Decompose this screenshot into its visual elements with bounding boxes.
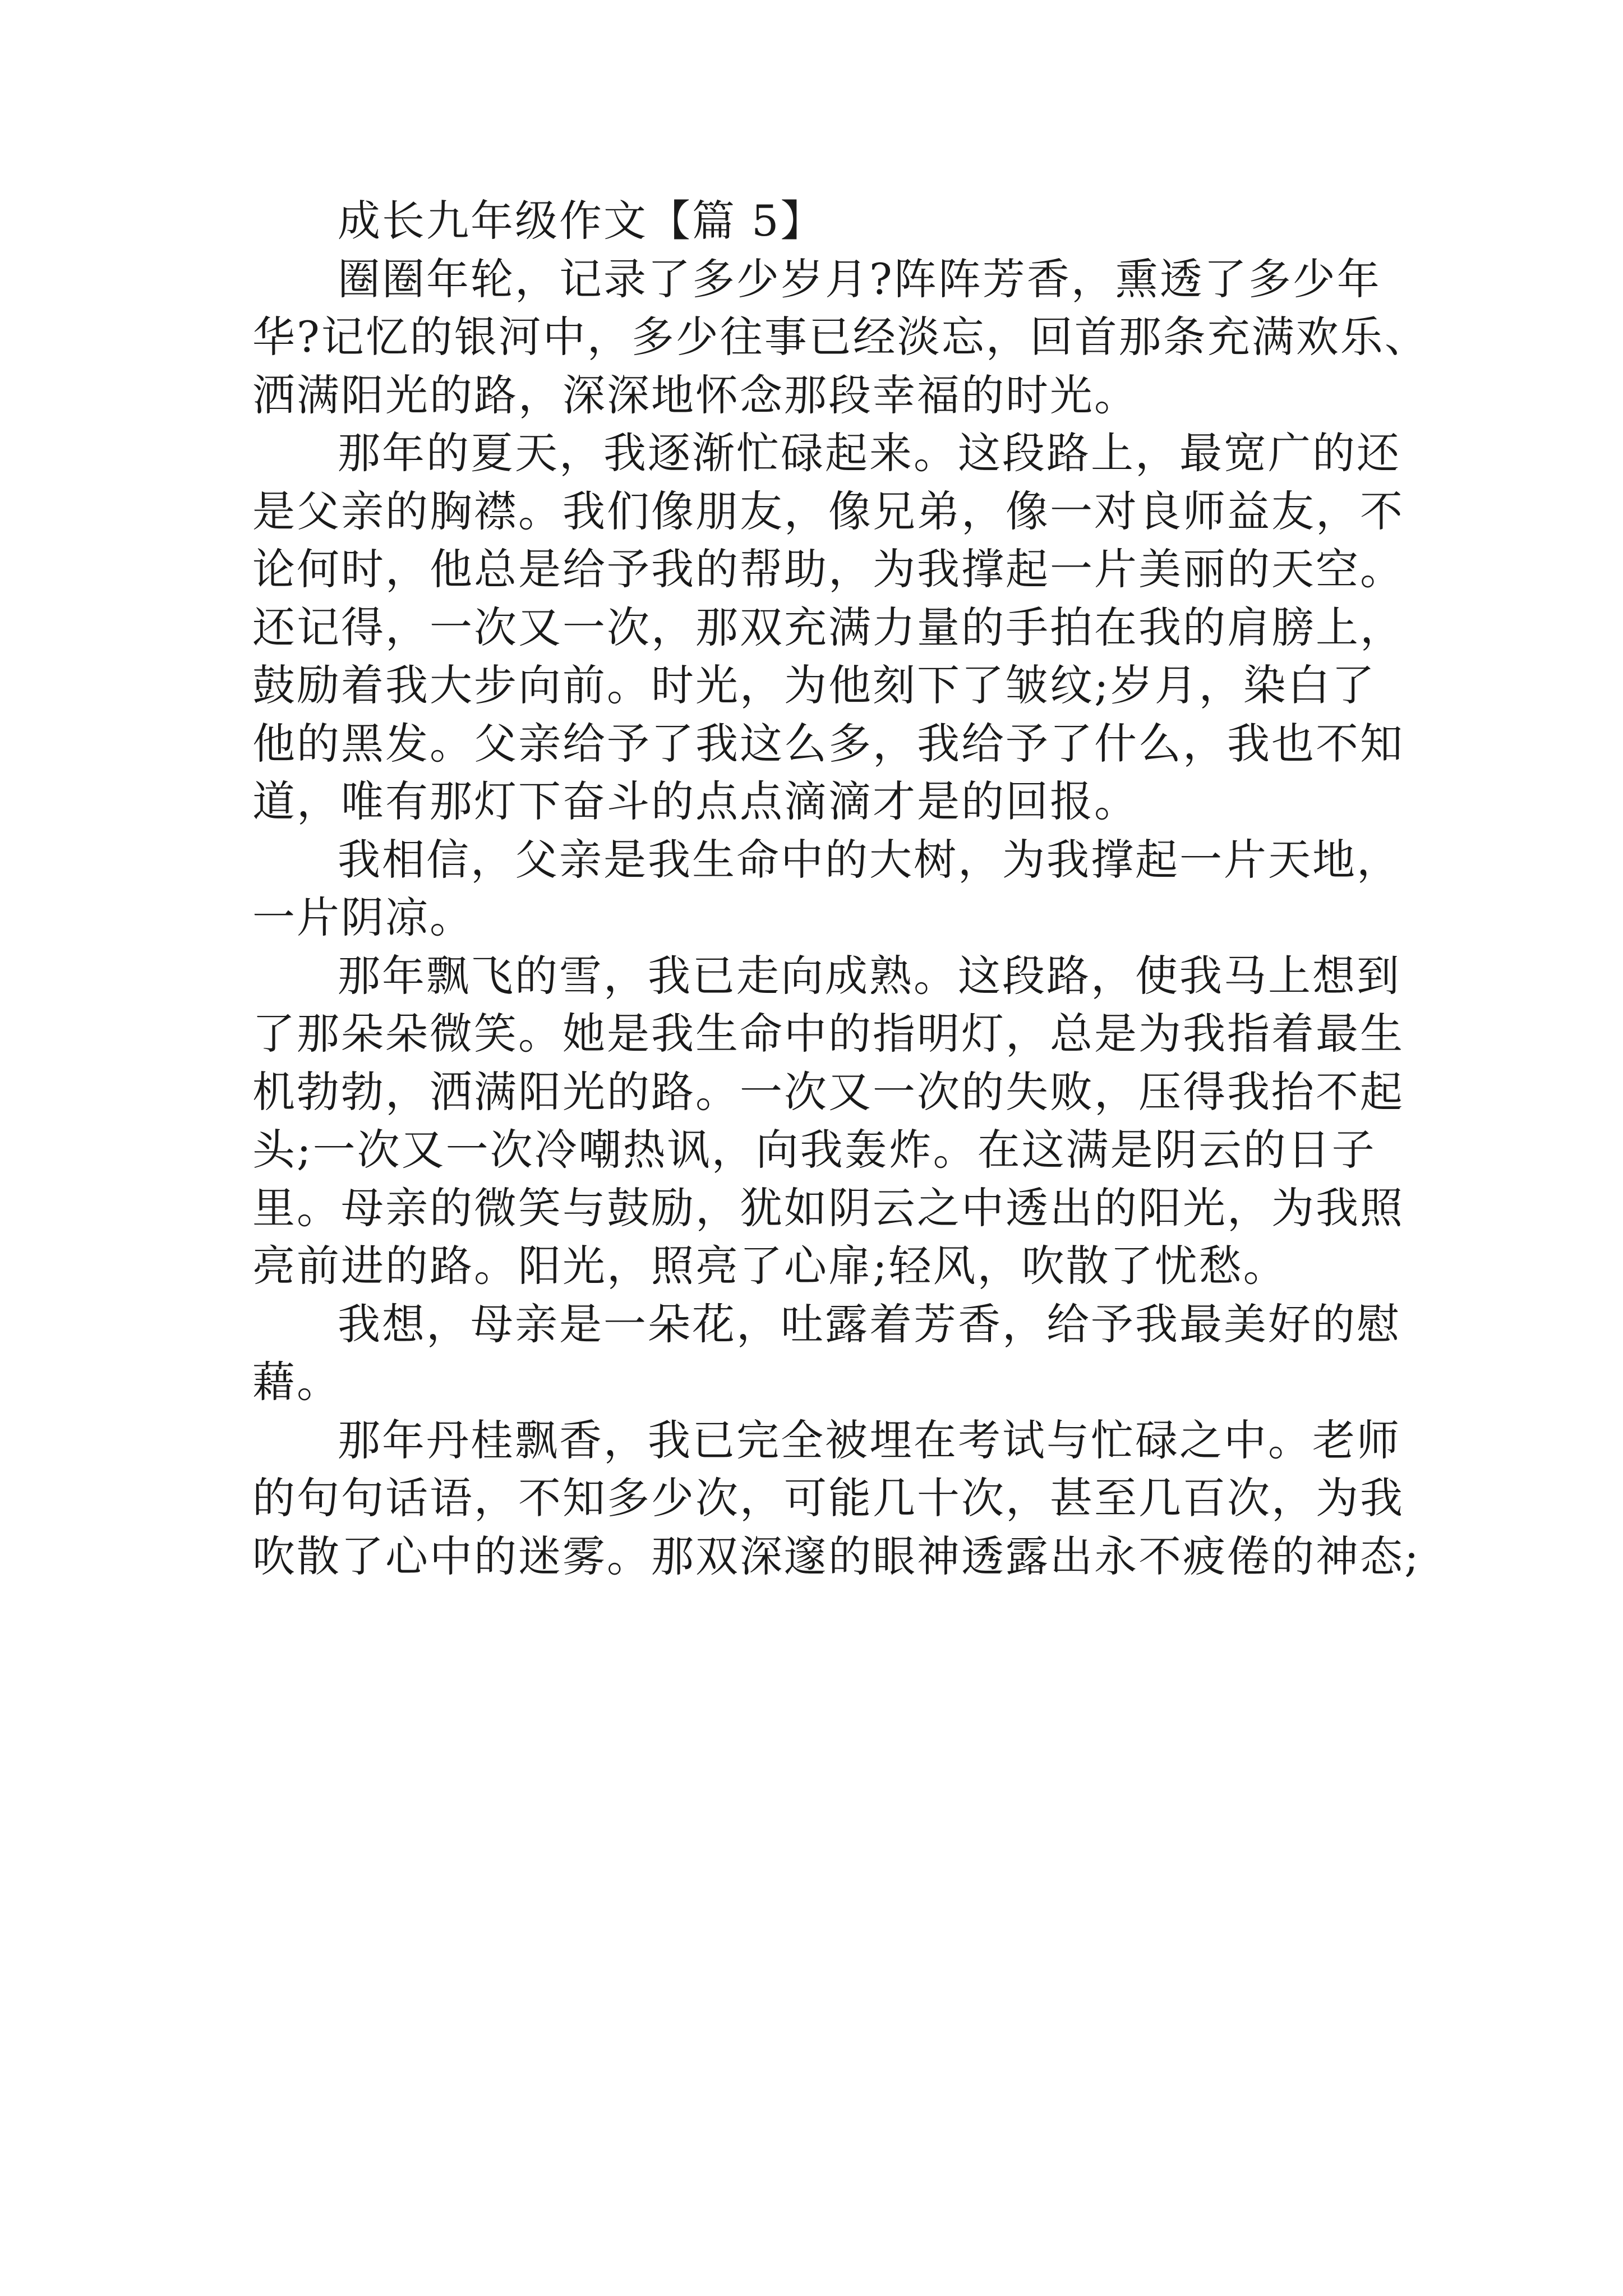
text-line: 华?记忆的银河中，多少往事已经淡忘，回首那条充满欢乐、 bbox=[252, 312, 1429, 362]
text-line: 了那朵朵微笑。她是我生命中的指明灯，总是为我指着最生 bbox=[252, 1009, 1404, 1059]
text-line: 圈圈年轮，记录了多少岁月?阵阵芳香，熏透了多少年 bbox=[338, 254, 1381, 304]
text-line: 那年飘飞的雪，我已走向成熟。这段路，使我马上想到 bbox=[338, 950, 1401, 1001]
text-line: 亮前进的路。阳光，照亮了心扉;轻风，吹散了忧愁。 bbox=[252, 1241, 1288, 1291]
text-line: 我相信，父亲是我生命中的大树，为我撑起一片天地， bbox=[338, 834, 1401, 885]
text-line: 里。母亲的微笑与鼓励，犹如阴云之中透出的阳光，为我照 bbox=[252, 1182, 1404, 1233]
text-line: 洒满阳光的路，深深地怀念那段幸福的时光。 bbox=[252, 370, 1138, 420]
text-line: 机勃勃，洒满阳光的路。一次又一次的失败，压得我抬不起 bbox=[252, 1066, 1404, 1117]
essay-heading: 成长九年级作文【篇 5】 bbox=[338, 196, 825, 246]
text-line: 我想，母亲是一朵花，吐露着芳香，给予我最美好的慰 bbox=[338, 1299, 1401, 1349]
text-line: 论何时，他总是给予我的帮助，为我撑起一片美丽的天空。 bbox=[252, 544, 1404, 594]
text-line: 鼓励着我大步向前。时光，为他刻下了皱纹;岁月，染白了 bbox=[252, 660, 1376, 710]
text-line: 那年的夏天，我逐渐忙碌起来。这段路上，最宽广的还 bbox=[338, 428, 1401, 478]
text-line: 的句句话语，不知多少次，可能几十次，甚至几百次，为我 bbox=[252, 1473, 1404, 1523]
text-line: 头;一次又一次冷嘲热讽，向我轰炸。在这满是阴云的日子 bbox=[252, 1125, 1376, 1175]
text-line: 吹散了心中的迷雾。那双深邃的眼神透露出永不疲倦的神态; bbox=[252, 1531, 1421, 1581]
text-line: 道，唯有那灯下奋斗的点点滴滴才是的回报。 bbox=[252, 776, 1138, 826]
essay-body bbox=[252, 192, 1429, 1585]
text-line: 那年丹桂飘香，我已完全被埋在考试与忙碌之中。老师 bbox=[338, 1415, 1401, 1465]
text-line: 是父亲的胸襟。我们像朋友，像兄弟，像一对良师益友，不 bbox=[252, 486, 1404, 536]
text-line: 一片阴凉。 bbox=[252, 892, 474, 942]
text-line: 藉。 bbox=[252, 1357, 341, 1407]
text-line: 他的黑发。父亲给予了我这么多，我给予了什么，我也不知 bbox=[252, 718, 1404, 769]
text-line: 还记得，一次又一次，那双充满力量的手拍在我的肩膀上， bbox=[252, 602, 1404, 652]
